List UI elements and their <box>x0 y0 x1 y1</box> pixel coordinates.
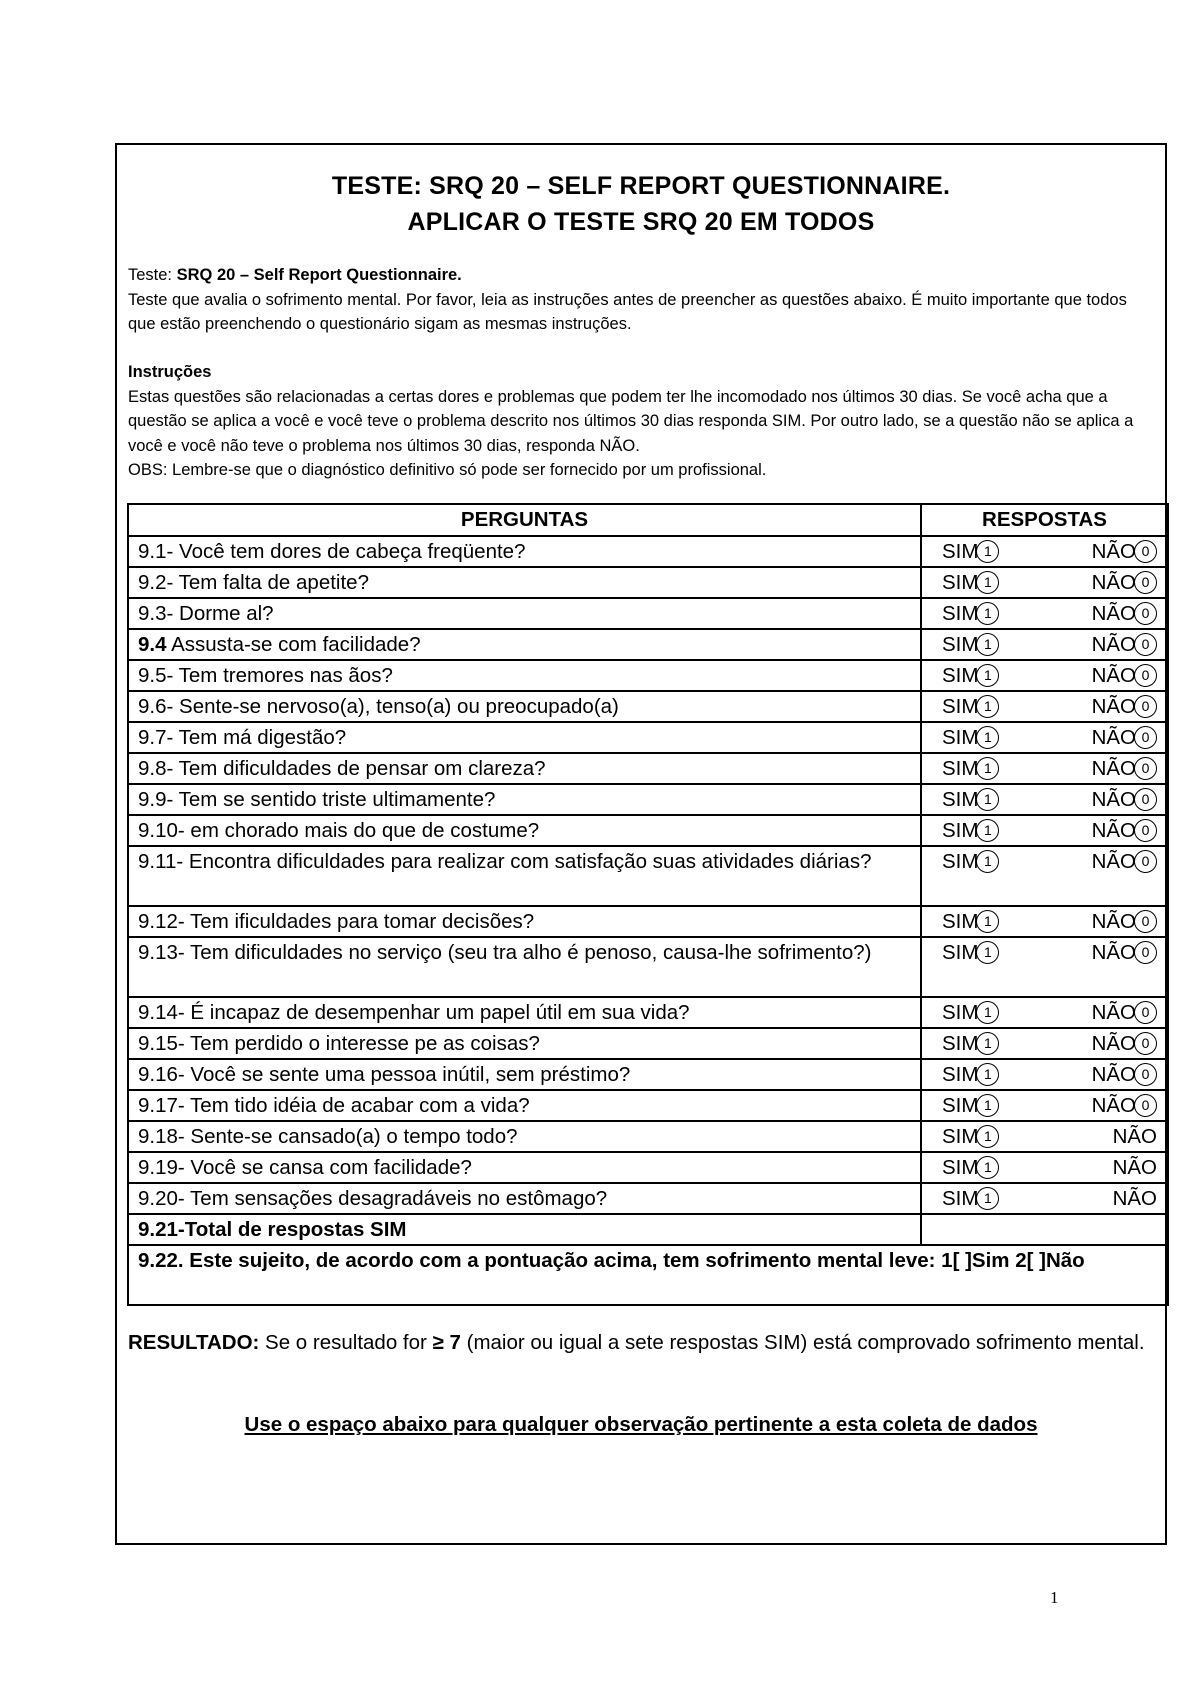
answer-cell <box>921 691 1168 722</box>
answer-no-label: NÃO <box>1091 910 1136 933</box>
answer-yes-label: SIM <box>942 819 979 842</box>
question-number: 9.10 <box>138 819 178 842</box>
question-number: 9.20 <box>138 1187 178 1210</box>
table-row <box>128 815 1168 846</box>
final-question: 9.22. Este sujeito, de acordo com a pontuação acima, tem sofrimento mental leve: 1[ ]Sim 2[ ]Não <box>128 1245 1168 1305</box>
table-row <box>128 722 1168 753</box>
answer-yes-circle-icon: 1 <box>976 540 999 563</box>
answer-yes-label: SIM <box>942 726 979 749</box>
question-number: 9.12 <box>138 910 178 933</box>
answer-no-option[interactable] <box>1092 630 1157 659</box>
answer-cell <box>921 567 1168 598</box>
answer-no-label: NÃO <box>1091 695 1136 718</box>
question-number: 9.6 <box>138 695 167 718</box>
answer-cell <box>921 1152 1168 1183</box>
title-line-2: APLICAR O TESTE SRQ 20 EM TODOS <box>407 208 875 236</box>
answer-no-label: NÃO <box>1091 757 1136 780</box>
question-number: 9.7 <box>138 726 167 749</box>
question-text: - Você se sente uma pessoa inútil, sem préstimo? <box>177 1063 631 1086</box>
answer-no-circle-icon: 0 <box>1134 726 1157 749</box>
table-row <box>128 536 1168 567</box>
question-number: 9.5 <box>138 664 167 687</box>
answer-no-option[interactable] <box>1092 754 1157 783</box>
table-row <box>128 1152 1168 1183</box>
question-number: 9.15 <box>138 1032 178 1055</box>
answer-no-circle-icon: 0 <box>1134 1063 1157 1086</box>
answer-yes-circle-icon: 1 <box>976 1125 999 1148</box>
answer-cell <box>921 1090 1168 1121</box>
question-cell <box>128 1028 921 1059</box>
answer-yes-option[interactable] <box>942 630 999 659</box>
final-question-row <box>128 1245 1168 1305</box>
answer-yes-label: SIM <box>942 910 979 933</box>
answer-yes-label: SIM <box>942 1032 979 1055</box>
answer-yes-circle-icon: 1 <box>976 788 999 811</box>
answer-yes-option[interactable] <box>942 998 999 1027</box>
answer-yes-option[interactable] <box>942 1153 999 1182</box>
answer-yes-option[interactable] <box>942 1122 999 1151</box>
answer-yes-circle-icon: 1 <box>976 1094 999 1117</box>
answer-yes-circle-icon: 1 <box>976 910 999 933</box>
answer-no-label: NÃO <box>1091 1001 1136 1024</box>
answer-no-option[interactable] <box>1092 938 1157 967</box>
table-row <box>128 567 1168 598</box>
answer-yes-label: SIM <box>942 1187 979 1210</box>
answer-cell <box>921 997 1168 1028</box>
instructions-text: Estas questões são relacionadas a certas dores e problemas que podem ter lhe incomodado nos últimos 30 dias. Se você acha que a questão se aplica a você e você teve o problema descrito nos últimos 30 dias responda SIM. Por outro lado, se a questão não se aplica a você e você não teve o problema nos últimos 30 dias, responda NÃO. <box>128 387 1134 455</box>
answer-yes-option[interactable] <box>942 785 999 814</box>
answer-yes-option[interactable] <box>942 754 999 783</box>
answer-yes-circle-icon: 1 <box>976 1063 999 1086</box>
question-text: - Tem tido idéia de acabar com a vida? <box>177 1094 530 1117</box>
answer-cell <box>921 629 1168 660</box>
question-cell <box>128 691 921 722</box>
answer-yes-circle-icon: 1 <box>976 941 999 964</box>
questions-table <box>127 503 1169 1306</box>
answer-cell <box>921 784 1168 815</box>
question-number: 9.1 <box>138 540 167 563</box>
question-cell <box>128 1183 921 1214</box>
answer-no-circle-icon: 0 <box>1134 757 1157 780</box>
question-number: 9.2 <box>138 571 167 594</box>
answer-no-label: NÃO <box>1091 571 1136 594</box>
question-text: - Tem falta de apetite? <box>166 571 369 594</box>
result-label: RESULTADO: <box>128 1331 260 1354</box>
answer-no-circle-icon: 0 <box>1134 695 1157 718</box>
answer-no-label: NÃO <box>1112 1125 1157 1148</box>
instructions-section <box>128 360 1163 483</box>
questionnaire-frame <box>115 143 1167 1545</box>
question-text: - Você se cansa com facilidade? <box>177 1156 472 1179</box>
answer-no-option[interactable] <box>1092 785 1157 814</box>
answer-no-option[interactable] <box>1092 723 1157 752</box>
question-text: - Tem se sentido triste ultimamente? <box>166 788 496 811</box>
question-number: 9.13 <box>138 941 178 964</box>
answer-no-label: NÃO <box>1112 1187 1157 1210</box>
answer-no-label: NÃO <box>1091 726 1136 749</box>
answer-yes-label: SIM <box>942 757 979 780</box>
answer-no-option[interactable] <box>1092 1091 1157 1120</box>
answer-yes-circle-icon: 1 <box>976 633 999 656</box>
table-row <box>128 598 1168 629</box>
col-questions-header: PERGUNTAS <box>128 504 921 536</box>
answer-yes-label: SIM <box>942 695 979 718</box>
answer-yes-option[interactable] <box>942 661 999 690</box>
question-cell <box>128 629 921 660</box>
question-text: - Encontra dificuldades para realizar com satisfação suas atividades diárias? <box>176 850 872 873</box>
answer-no-circle-icon: 0 <box>1134 850 1157 873</box>
question-number: 9.4 <box>138 633 167 656</box>
answer-yes-label: SIM <box>942 633 979 656</box>
question-cell <box>128 753 921 784</box>
answer-no-circle-icon: 0 <box>1134 571 1157 594</box>
table-row <box>128 629 1168 660</box>
page-number: 1 <box>1050 1588 1059 1607</box>
question-text: - Tem perdido o interesse pe as coisas? <box>177 1032 540 1055</box>
question-cell <box>128 1152 921 1183</box>
question-number: 9.18 <box>138 1125 178 1148</box>
answer-yes-circle-icon: 1 <box>976 757 999 780</box>
answer-yes-label: SIM <box>942 1001 979 1024</box>
answer-cell <box>921 1059 1168 1090</box>
answer-no-circle-icon: 0 <box>1134 1032 1157 1055</box>
answer-no-label: NÃO <box>1091 819 1136 842</box>
answer-no-option[interactable] <box>1092 568 1157 597</box>
answer-no-label: NÃO <box>1091 788 1136 811</box>
result-section <box>128 1328 1168 1358</box>
table-header-row <box>128 504 1168 536</box>
answer-yes-label: SIM <box>942 571 979 594</box>
answer-yes-circle-icon: 1 <box>976 1156 999 1179</box>
result-threshold: ≥ 7 <box>432 1331 461 1354</box>
table-row <box>128 784 1168 815</box>
answer-cell <box>921 1183 1168 1214</box>
answer-yes-label: SIM <box>942 788 979 811</box>
question-cell <box>128 536 921 567</box>
question-number: 9.3 <box>138 602 167 625</box>
instructions-obs: OBS: Lembre-se que o diagnóstico definitivo só pode ser fornecido por um profissional. <box>128 461 767 479</box>
question-cell <box>128 997 921 1028</box>
instructions-heading: Instruções <box>128 363 212 381</box>
answer-no-circle-icon: 0 <box>1134 540 1157 563</box>
question-text: - em chorado mais do que de costume? <box>177 819 540 842</box>
question-number: 9.8 <box>138 757 167 780</box>
answer-no-label: NÃO <box>1112 1156 1157 1179</box>
answer-no-option[interactable] <box>1113 1122 1157 1151</box>
question-text: - Tem má digestão? <box>166 726 347 749</box>
answer-cell <box>921 1121 1168 1152</box>
answer-no-option[interactable] <box>1092 907 1157 936</box>
question-cell <box>128 598 921 629</box>
table-row <box>128 1090 1168 1121</box>
question-cell <box>128 784 921 815</box>
table-row <box>128 753 1168 784</box>
question-cell <box>128 567 921 598</box>
answer-no-circle-icon: 0 <box>1134 910 1157 933</box>
answer-no-option[interactable] <box>1092 537 1157 566</box>
answer-yes-label: SIM <box>942 540 979 563</box>
question-cell <box>128 1059 921 1090</box>
answer-no-option[interactable] <box>1092 1029 1157 1058</box>
answer-no-option[interactable] <box>1113 1153 1157 1182</box>
answer-cell <box>921 722 1168 753</box>
answer-yes-circle-icon: 1 <box>976 1001 999 1024</box>
question-cell <box>128 722 921 753</box>
answer-yes-option[interactable] <box>942 938 999 967</box>
result-text-after: (maior ou igual a sete respostas SIM) está comprovado sofrimento mental. <box>460 1331 1145 1354</box>
answer-yes-option[interactable] <box>942 568 999 597</box>
answer-no-circle-icon: 0 <box>1134 941 1157 964</box>
answer-yes-circle-icon: 1 <box>976 819 999 842</box>
answer-no-circle-icon: 0 <box>1134 819 1157 842</box>
answer-yes-label: SIM <box>942 850 979 873</box>
answer-yes-option[interactable] <box>942 537 999 566</box>
answer-yes-label: SIM <box>942 1125 979 1148</box>
answer-cell <box>921 598 1168 629</box>
answer-no-label: NÃO <box>1091 1063 1136 1086</box>
answer-yes-label: SIM <box>942 664 979 687</box>
question-text: - Tem tremores nas ãos? <box>166 664 393 687</box>
question-text: - Tem dificuldades no serviço (seu tra alho é penoso, causa-lhe sofrimento?) <box>177 941 872 964</box>
question-cell <box>128 660 921 691</box>
answer-yes-label: SIM <box>942 1063 979 1086</box>
table-row <box>128 1121 1168 1152</box>
result-text-before: Se o resultado for <box>259 1331 433 1354</box>
question-text: - Sente-se cansado(a) o tempo todo? <box>177 1125 518 1148</box>
answer-no-option[interactable] <box>1092 661 1157 690</box>
table-row <box>128 1183 1168 1214</box>
intro-description: Teste que avalia o sofrimento mental. Por favor, leia as instruções antes de preencher as questões abaixo. É muito importante que todos que estão preenchendo o questionário sigam as mesmas instruções. <box>128 290 1127 333</box>
answer-no-label: NÃO <box>1091 1094 1136 1117</box>
question-text: - Sente-se nervoso(a), tenso(a) ou preocupado(a) <box>166 695 619 718</box>
question-text: Assusta-se com facilidade? <box>166 633 421 656</box>
question-cell <box>128 906 921 937</box>
answer-yes-option[interactable] <box>942 1184 999 1213</box>
answer-yes-circle-icon: 1 <box>976 1032 999 1055</box>
total-label: 9.21-Total de respostas SIM <box>128 1214 921 1245</box>
table-row <box>128 997 1168 1028</box>
answer-no-label: NÃO <box>1091 633 1136 656</box>
answer-no-option[interactable] <box>1092 692 1157 721</box>
question-text: - Você tem dores de cabeça freqüente? <box>166 540 526 563</box>
question-number: 9.14 <box>138 1001 178 1024</box>
question-cell <box>128 846 921 906</box>
answer-cell <box>921 846 1168 906</box>
answer-yes-circle-icon: 1 <box>976 726 999 749</box>
question-text: - Tem dificuldades de pensar om clareza? <box>166 757 546 780</box>
question-number: 9.16 <box>138 1063 178 1086</box>
answer-yes-label: SIM <box>942 1094 979 1117</box>
answer-no-option[interactable] <box>1092 1060 1157 1089</box>
answer-no-circle-icon: 0 <box>1134 664 1157 687</box>
answer-yes-circle-icon: 1 <box>976 850 999 873</box>
table-row <box>128 1059 1168 1090</box>
question-cell <box>128 937 921 997</box>
question-text: - Dorme al? <box>166 602 274 625</box>
title-line-1: TESTE: SRQ 20 – SELF REPORT QUESTIONNAIRE. <box>331 172 951 200</box>
table-row <box>128 906 1168 937</box>
question-number: 9.19 <box>138 1156 178 1179</box>
answer-yes-circle-icon: 1 <box>976 602 999 625</box>
answer-no-label: NÃO <box>1091 941 1136 964</box>
total-row <box>128 1214 1168 1245</box>
answer-yes-label: SIM <box>942 602 979 625</box>
table-row <box>128 691 1168 722</box>
table-row <box>128 660 1168 691</box>
answer-no-option[interactable] <box>1092 816 1157 845</box>
answer-no-label: NÃO <box>1091 602 1136 625</box>
answer-cell <box>921 906 1168 937</box>
answer-no-label: NÃO <box>1091 1032 1136 1055</box>
answer-no-circle-icon: 0 <box>1134 1094 1157 1117</box>
answer-no-option[interactable] <box>1092 599 1157 628</box>
table-row <box>128 846 1168 906</box>
answer-yes-option[interactable] <box>942 907 999 936</box>
answer-cell <box>921 815 1168 846</box>
question-text: - É incapaz de desempenhar um papel útil em sua vida? <box>177 1001 690 1024</box>
answer-no-option[interactable] <box>1092 847 1157 876</box>
answer-yes-option[interactable] <box>942 723 999 752</box>
answer-yes-circle-icon: 1 <box>976 571 999 594</box>
col-answers-header: RESPOSTAS <box>921 504 1168 536</box>
answer-yes-option[interactable] <box>942 1091 999 1120</box>
question-cell <box>128 815 921 846</box>
answer-yes-label: SIM <box>942 1156 979 1179</box>
answer-no-circle-icon: 0 <box>1134 788 1157 811</box>
answer-cell <box>921 937 1168 997</box>
answer-cell <box>921 536 1168 567</box>
question-text: - Tem ificuldades para tomar decisões? <box>177 910 535 933</box>
answer-cell <box>921 1028 1168 1059</box>
answer-no-label: NÃO <box>1091 664 1136 687</box>
answer-yes-option[interactable] <box>942 847 999 876</box>
answer-no-option[interactable] <box>1092 998 1157 1027</box>
answer-no-circle-icon: 0 <box>1134 602 1157 625</box>
answer-yes-circle-icon: 1 <box>976 1187 999 1210</box>
observation-prompt: Use o espaço abaixo para qualquer observação pertinente a esta coleta de dados <box>244 1413 1038 1436</box>
answer-yes-circle-icon: 1 <box>976 664 999 687</box>
question-text: - Tem sensações desagradáveis no estômago? <box>177 1187 608 1210</box>
answer-yes-label: SIM <box>942 941 979 964</box>
answer-no-label: NÃO <box>1091 540 1136 563</box>
answer-no-label: NÃO <box>1091 850 1136 873</box>
answer-yes-option[interactable] <box>942 1060 999 1089</box>
answer-yes-option[interactable] <box>942 599 999 628</box>
intro-test-label: Teste: <box>128 266 177 284</box>
intro-test-name: SRQ 20 – Self Report Questionnaire. <box>176 266 462 284</box>
answer-no-circle-icon: 0 <box>1134 633 1157 656</box>
answer-no-circle-icon: 0 <box>1134 1001 1157 1024</box>
table-row <box>128 937 1168 997</box>
answer-yes-circle-icon: 1 <box>976 695 999 718</box>
question-number: 9.11 <box>138 850 177 873</box>
answer-yes-option[interactable] <box>942 816 999 845</box>
question-number: 9.17 <box>138 1094 178 1117</box>
answer-yes-option[interactable] <box>942 1029 999 1058</box>
answer-cell <box>921 660 1168 691</box>
table-row <box>128 1028 1168 1059</box>
answer-cell <box>921 753 1168 784</box>
question-cell <box>128 1121 921 1152</box>
answer-yes-option[interactable] <box>942 692 999 721</box>
question-number: 9.9 <box>138 788 167 811</box>
total-value-cell[interactable] <box>921 1214 1168 1245</box>
intro-test-line <box>128 263 1158 288</box>
answer-no-option[interactable] <box>1113 1184 1157 1213</box>
intro-section <box>128 263 1158 337</box>
questions-body <box>128 536 1168 1305</box>
question-cell <box>128 1090 921 1121</box>
